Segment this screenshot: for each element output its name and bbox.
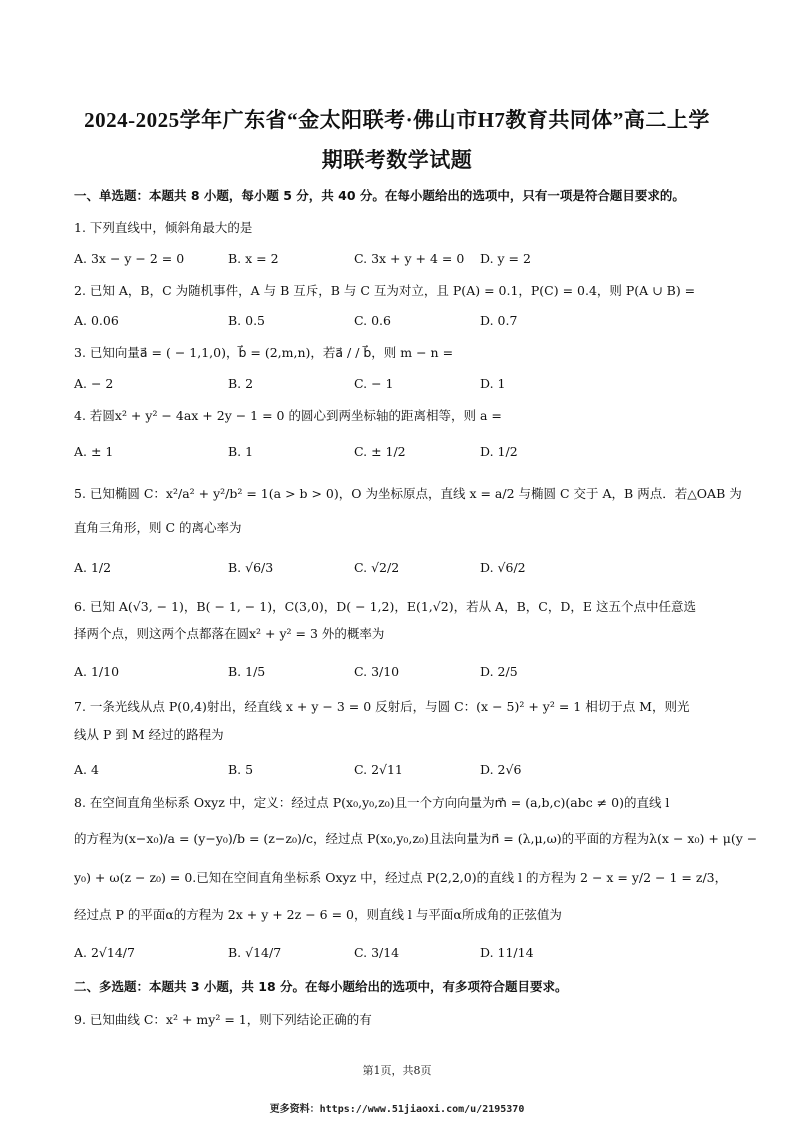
question-2-stem: 2. 已知 A，B，C 为随机事件，A 与 B 互斥，B 与 C 互为对立，且 P(A) = 0.1，P(C) = 0.4，则 P(A ∪ B) = xyxy=(74,283,696,298)
option-c: C. 3/10 xyxy=(354,664,400,679)
option-c: C. 2√11 xyxy=(354,762,403,777)
question-8-stem-line-4: 经过点 P 的平面α的方程为 2x + y + 2z − 6 = 0，则直线 l 与平面α所成角的正弦值为 xyxy=(74,907,562,922)
option-a: A. 3x − y − 2 = 0 xyxy=(74,251,185,266)
option-b: B. 1/5 xyxy=(228,664,266,679)
option-a: A. ± 1 xyxy=(74,444,114,459)
option-b: B. 0.5 xyxy=(228,313,266,328)
question-5-options xyxy=(74,558,734,578)
question-7-stem-line-1: 7. 一条光线从点 P(0,4)射出，经直线 x + y − 3 = 0 反射后，与圆 C：(x − 5)² + y² = 1 相切于点 M，则光 xyxy=(74,699,690,714)
option-d: D. 1/2 xyxy=(480,444,518,459)
option-a: A. 2√14/7 xyxy=(74,945,135,960)
option-a: A. − 2 xyxy=(74,376,114,391)
section-heading-multiple-choice: 二、多选题：本题共 3 小题，共 18 分。在每小题给出的选项中，有多项符合题目要求。 xyxy=(74,979,568,994)
option-a: A. 4 xyxy=(74,762,99,777)
question-8-stem-line-2: 的方程为(x−x₀)/a = (y−y₀)/b = (z−z₀)/c，经过点 P(x₀,y₀,z₀)且法向量为n⃗ = (λ,μ,ω)的平面的方程为λ(x − x₀) + μ(y − xyxy=(74,831,758,846)
question-3-stem: 3. 已知向量a⃗ = ( − 1,1,0)，b⃗ = (2,m,n)，若a⃗ / / b⃗，则 m − n = xyxy=(74,345,454,360)
question-6-options xyxy=(74,662,734,682)
question-5-stem-line-1: 5. 已知椭圆 C：x²/a² + y²/b² = 1(a > b > 0)，O 为坐标原点，直线 x = a/2 与椭圆 C 交于 A，B 两点．若△OAB 为 xyxy=(74,486,742,501)
option-a: A. 0.06 xyxy=(74,313,119,328)
question-3-options xyxy=(74,374,734,394)
option-a: A. 1/2 xyxy=(74,560,112,575)
option-c: C. 0.6 xyxy=(354,313,391,328)
question-9-stem: 9. 已知曲线 C：x² + my² = 1，则下列结论正确的有 xyxy=(74,1012,372,1027)
page-number: 第1页，共8页 xyxy=(362,1064,432,1077)
question-7-options xyxy=(74,760,734,780)
source-link[interactable]: 更多资料：https://www.51jiaoxi.com/u/2195370 xyxy=(269,1104,525,1115)
exam-title-line-2: 期联考数学试题 xyxy=(321,148,473,172)
option-d: D. 2/5 xyxy=(480,664,518,679)
option-d: D. 2√6 xyxy=(480,762,522,777)
option-d: D. 0.7 xyxy=(480,313,518,328)
option-c: C. 3/14 xyxy=(354,945,400,960)
question-7-stem-line-2: 线从 P 到 M 经过的路程为 xyxy=(74,727,224,742)
question-5-stem-line-2: 直角三角形，则 C 的离心率为 xyxy=(74,520,242,535)
question-8-stem-line-3: y₀) + ω(z − z₀) = 0.已知在空间直角坐标系 Oxyz 中，经过点 P(2,2,0)的直线 l 的方程为 2 − x = y/2 − 1 = z/3， xyxy=(74,870,728,885)
question-8-stem-line-1: 8. 在空间直角坐标系 Oxyz 中，定义：经过点 P(x₀,y₀,z₀)且一个方向向量为m⃗ = (a,b,c)(abc ≠ 0)的直线 l xyxy=(74,795,670,810)
option-b: B. 5 xyxy=(228,762,254,777)
question-8-options xyxy=(74,943,734,963)
option-c: C. ± 1/2 xyxy=(354,444,406,459)
option-c: C. − 1 xyxy=(354,376,394,391)
option-d: D. y = 2 xyxy=(480,251,531,266)
question-4-stem: 4. 若圆x² + y² − 4ax + 2y − 1 = 0 的圆心到两坐标轴的距离相等，则 a = xyxy=(74,408,502,423)
question-2-options xyxy=(74,311,734,331)
question-4-options xyxy=(74,442,734,462)
option-b: B. 2 xyxy=(228,376,254,391)
option-b: B. √14/7 xyxy=(228,945,282,960)
option-d: D. 1 xyxy=(480,376,506,391)
option-c: C. √2/2 xyxy=(354,560,400,575)
option-a: A. 1/10 xyxy=(74,664,120,679)
exam-title-line-1: 2024-2025学年广东省“金太阳联考·佛山市H7教育共同体”高二上学 xyxy=(84,108,710,132)
option-b: B. √6/3 xyxy=(228,560,274,575)
question-1-stem: 1. 下列直线中，倾斜角最大的是 xyxy=(74,220,253,235)
question-6-stem-line-1: 6. 已知 A(√3, − 1)，B( − 1, − 1)，C(3,0)，D( − 1,2)，E(1,√2)，若从 A，B，C，D，E 这五个点中任意选 xyxy=(74,599,696,614)
question-1-options xyxy=(74,249,734,269)
option-b: B. x = 2 xyxy=(228,251,279,266)
option-b: B. 1 xyxy=(228,444,254,459)
option-c: C. 3x + y + 4 = 0 xyxy=(354,251,465,266)
option-d: D. 11/14 xyxy=(480,945,534,960)
section-heading-single-choice: 一、单选题：本题共 8 小题，每小题 5 分，共 40 分。在每小题给出的选项中，只有一项是符合题目要求的。 xyxy=(74,188,685,203)
option-d: D. √6/2 xyxy=(480,560,526,575)
question-6-stem-line-2: 择两个点，则这两个点都落在圆x² + y² = 3 外的概率为 xyxy=(74,626,385,641)
